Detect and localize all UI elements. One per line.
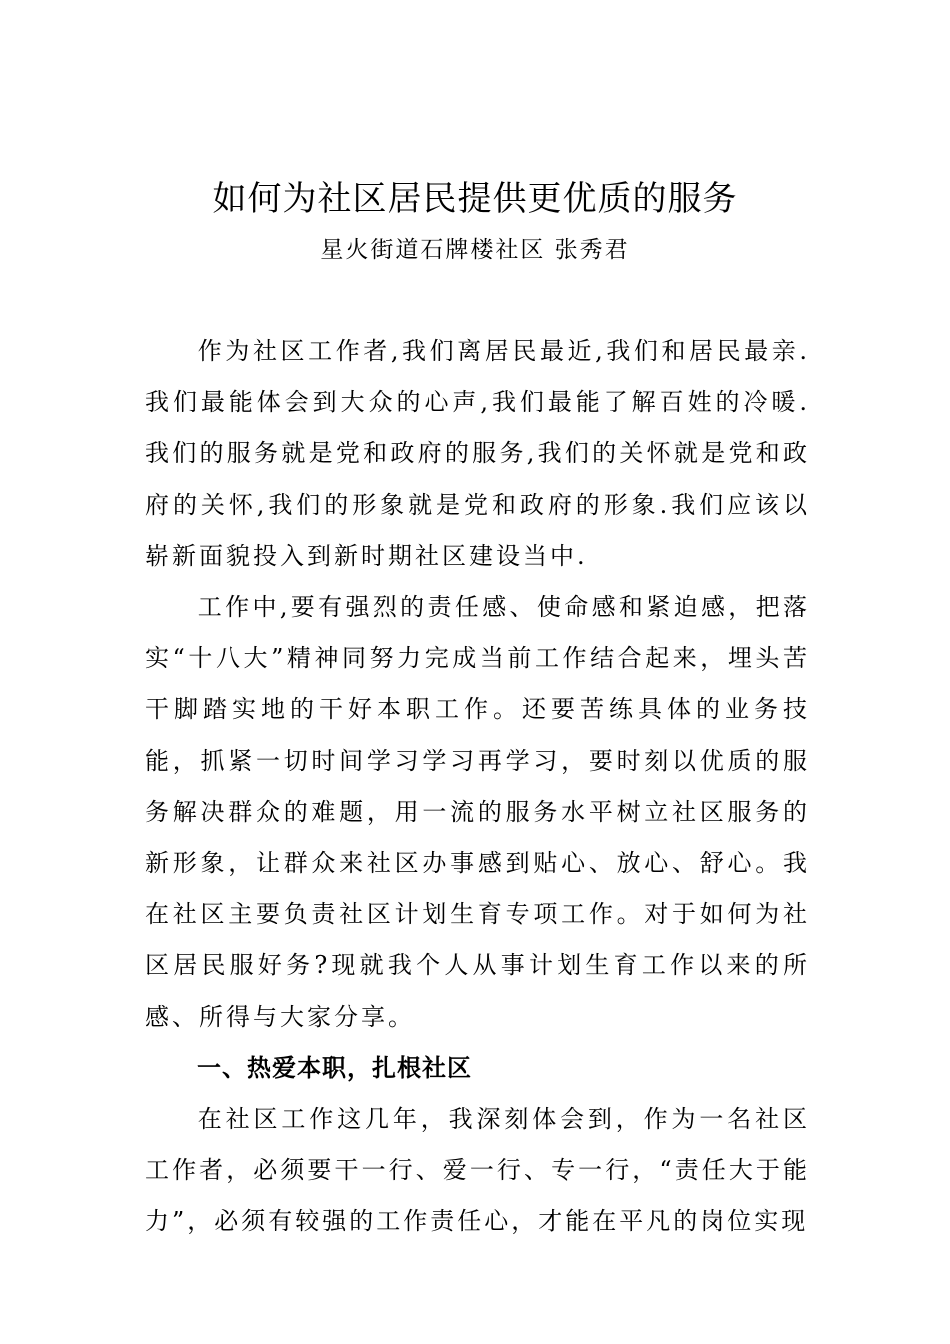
document-title: 如何为社区居民提供更优质的服务 [212, 179, 738, 219]
paragraph: 工作中,要有强烈的责任感、使命感和紧迫感，把落实“十八大”精神同努力完成当前工作结合起来，埋头苦干脚踏实地的干好本职工作。还要苦练具体的业务技能，抓紧一切时间学习学习再学习，要时刻以优质的服务解决群众的难题，用一流的服务水平树立社区服务的新形象，让群众来社区办事感到贴心、放心、舒心。我在社区主要负责社区计划生育专项工作。对于如何为社区居民服好务?现就我个人从事计划生育工作以来的所感、所得与大家分享。 [145, 593, 810, 1031]
document-body [145, 326, 810, 1248]
paragraph: 在社区工作这几年，我深刻体会到，作为一名社区工作者，必须要干一行、爱一行、专一行，“责任大于能力”，必须有较强的工作责任心，才能在平凡的岗位实现 [145, 1105, 810, 1236]
paragraph: 作为社区工作者,我们离居民最近,我们和居民最亲.我们最能体会到大众的心声,我们最能了解百姓的冷暖.我们的服务就是党和政府的服务,我们的关怀就是党和政府的关怀,我们的形象就是党和政府的形象.我们应该以崭新面貌投入到新时期社区建设当中. [145, 337, 810, 570]
author-byline: 星火街道石牌楼社区 张秀君 [320, 237, 630, 263]
section-heading: 一、热爱本职，扎根社区 [197, 1053, 472, 1082]
